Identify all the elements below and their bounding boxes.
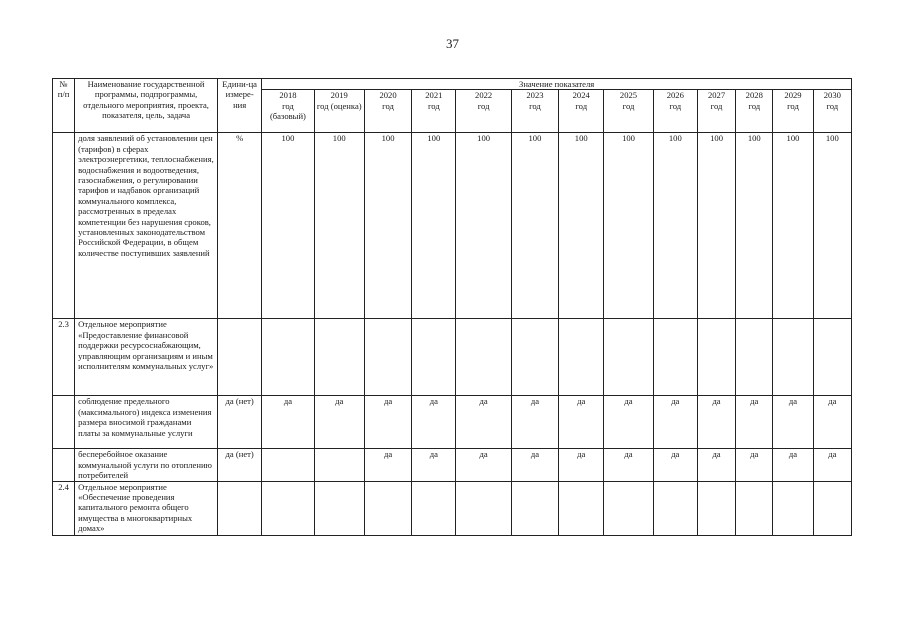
value-cell: 100	[559, 133, 604, 319]
value-cell: да	[262, 396, 314, 449]
value-cell: да	[314, 396, 364, 449]
row-unit: да (нет)	[218, 396, 262, 449]
year-sub-label: год	[669, 100, 682, 111]
value-cell	[314, 481, 364, 535]
year-label: 2029	[784, 90, 802, 101]
year-label: 2028	[745, 90, 763, 101]
year-sub-label: год	[748, 100, 761, 111]
year-sub-label: год	[427, 100, 440, 111]
year-sub-label: год (базовый)	[269, 100, 306, 122]
value-cell	[773, 319, 813, 396]
indicator-table	[52, 78, 852, 536]
value-cell: 100	[412, 133, 456, 319]
value-cell	[262, 481, 314, 535]
value-cell: да	[813, 449, 851, 481]
value-cell	[314, 449, 364, 481]
header-num: № п/п	[53, 79, 75, 133]
header-year-2030	[813, 90, 851, 133]
value-cell	[364, 319, 411, 396]
table-row	[53, 133, 852, 319]
header-year-2024	[559, 90, 604, 133]
row-number	[53, 396, 75, 449]
value-cell	[653, 481, 697, 535]
row-name: Отдельное мероприятие «Обеспечение проведения капитального ремонта общего имущества в многоквартирных домах»	[75, 481, 218, 535]
year-sub-label: год	[529, 100, 541, 111]
year-sub-label: год	[382, 100, 394, 111]
row-number	[53, 449, 75, 481]
value-cell: да	[773, 396, 813, 449]
row-number: 2.4	[53, 481, 75, 535]
value-cell: да	[697, 396, 735, 449]
row-name: бесперебойное оказание коммунальной услуги по отоплению потребителей	[75, 449, 218, 481]
year-label: 2020	[379, 90, 397, 101]
year-label: 2022	[475, 90, 493, 101]
value-cell	[773, 481, 813, 535]
value-cell: да	[653, 449, 697, 481]
header-year-2019	[314, 90, 364, 133]
value-cell: да	[456, 396, 511, 449]
value-cell: да	[813, 396, 851, 449]
value-cell: 100	[262, 133, 314, 319]
row-name: соблюдение предельного (максимального) индекса изменения размера вносимой гражданами платы за коммунальные услуги	[75, 396, 218, 449]
value-cell: 100	[813, 133, 851, 319]
value-cell: да	[736, 396, 773, 449]
value-cell: да	[559, 396, 604, 449]
header-year-2018	[262, 90, 314, 133]
value-cell: да	[604, 396, 653, 449]
year-label: 2018	[279, 90, 297, 101]
value-cell	[813, 319, 851, 396]
year-label: 2019	[330, 90, 348, 101]
value-cell: да	[697, 449, 735, 481]
year-label: 2030	[823, 90, 841, 101]
header-year-2028	[736, 90, 773, 133]
value-cell: 100	[773, 133, 813, 319]
value-cell: да	[364, 396, 411, 449]
value-cell	[736, 319, 773, 396]
header-name: Наименование государственной программы, подпрограммы, отдельного мероприятия, проекта, показателя, цель, задача	[75, 79, 218, 133]
row-unit	[218, 481, 262, 535]
value-cell	[604, 481, 653, 535]
value-cell	[736, 481, 773, 535]
value-cell: да	[511, 396, 558, 449]
year-label: 2024	[572, 90, 590, 101]
value-cell	[456, 319, 511, 396]
value-cell	[262, 319, 314, 396]
year-label: 2023	[526, 90, 544, 101]
value-cell: да	[773, 449, 813, 481]
row-unit: да (нет)	[218, 449, 262, 481]
value-cell: да	[412, 449, 456, 481]
value-cell: 100	[456, 133, 511, 319]
year-sub-label: год	[787, 100, 799, 111]
year-label: 2026	[666, 90, 684, 101]
year-sub-label: год	[826, 100, 839, 111]
value-cell: да	[604, 449, 653, 481]
row-unit	[218, 319, 262, 396]
row-number	[53, 133, 75, 319]
table-row	[53, 319, 852, 396]
value-cell	[314, 319, 364, 396]
value-cell	[653, 319, 697, 396]
header-year-2025	[604, 90, 653, 133]
value-cell: 100	[364, 133, 411, 319]
header-value-title: Значение показателя	[262, 79, 852, 90]
value-cell: 100	[697, 133, 735, 319]
value-cell	[262, 449, 314, 481]
value-cell	[511, 481, 558, 535]
value-cell: да	[511, 449, 558, 481]
row-name: Отдельное мероприятие «Предоставление финансовой поддержки ресурсоснабжающим, управляющим организациям и иным исполнителям коммунальных услуг»	[75, 319, 218, 396]
year-sub-label: год (оценка)	[316, 100, 362, 111]
table-row	[53, 481, 852, 535]
value-cell	[697, 481, 735, 535]
value-cell: да	[364, 449, 411, 481]
year-sub-label: год	[575, 100, 588, 111]
header-year-2029	[773, 90, 813, 133]
value-cell	[604, 319, 653, 396]
row-number: 2.3	[53, 319, 75, 396]
value-cell	[697, 319, 735, 396]
page-number: 37	[446, 36, 459, 51]
header-year-2027	[697, 90, 735, 133]
value-cell	[412, 319, 456, 396]
year-label: 2025	[619, 90, 638, 101]
value-cell	[364, 481, 411, 535]
header-year-2021	[412, 90, 456, 133]
value-cell: да	[456, 449, 511, 481]
year-sub-label: год	[710, 100, 723, 111]
value-cell: 100	[511, 133, 558, 319]
header-year-2020	[364, 90, 411, 133]
value-cell	[412, 481, 456, 535]
value-cell	[813, 481, 851, 535]
row-name: доля заявлений об установлении цен (тарифов) в сферах электроэнергетики, теплоснабжения, водоснабжения и водоотведения, газоснабжения, о регулировании тарифов и надбавок организаций коммунального комплекса, рассмотренных в пределах компетенции без нарушения сроков, установленных законодательством Российской Федерации, в общем количестве поступивших заявлений	[75, 133, 218, 319]
header-year-2022	[456, 90, 511, 133]
value-cell: да	[653, 396, 697, 449]
value-cell: 100	[653, 133, 697, 319]
value-cell	[456, 481, 511, 535]
value-cell: да	[412, 396, 456, 449]
row-unit: %	[218, 133, 262, 319]
table-row	[53, 396, 852, 449]
table-row	[53, 449, 852, 481]
header-unit: Едини-ца измере-ния	[218, 79, 262, 133]
year-sub-label: год	[622, 100, 635, 111]
value-cell: 100	[604, 133, 653, 319]
year-label: 2021	[425, 90, 443, 101]
header-year-2026	[653, 90, 697, 133]
year-sub-label: год	[477, 100, 490, 111]
value-cell	[559, 319, 604, 396]
header-year-2023	[511, 90, 558, 133]
value-cell: да	[736, 449, 773, 481]
value-cell	[559, 481, 604, 535]
value-cell: 100	[736, 133, 773, 319]
value-cell	[511, 319, 558, 396]
year-label: 2027	[707, 90, 726, 101]
value-cell: да	[559, 449, 604, 481]
value-cell: 100	[314, 133, 364, 319]
